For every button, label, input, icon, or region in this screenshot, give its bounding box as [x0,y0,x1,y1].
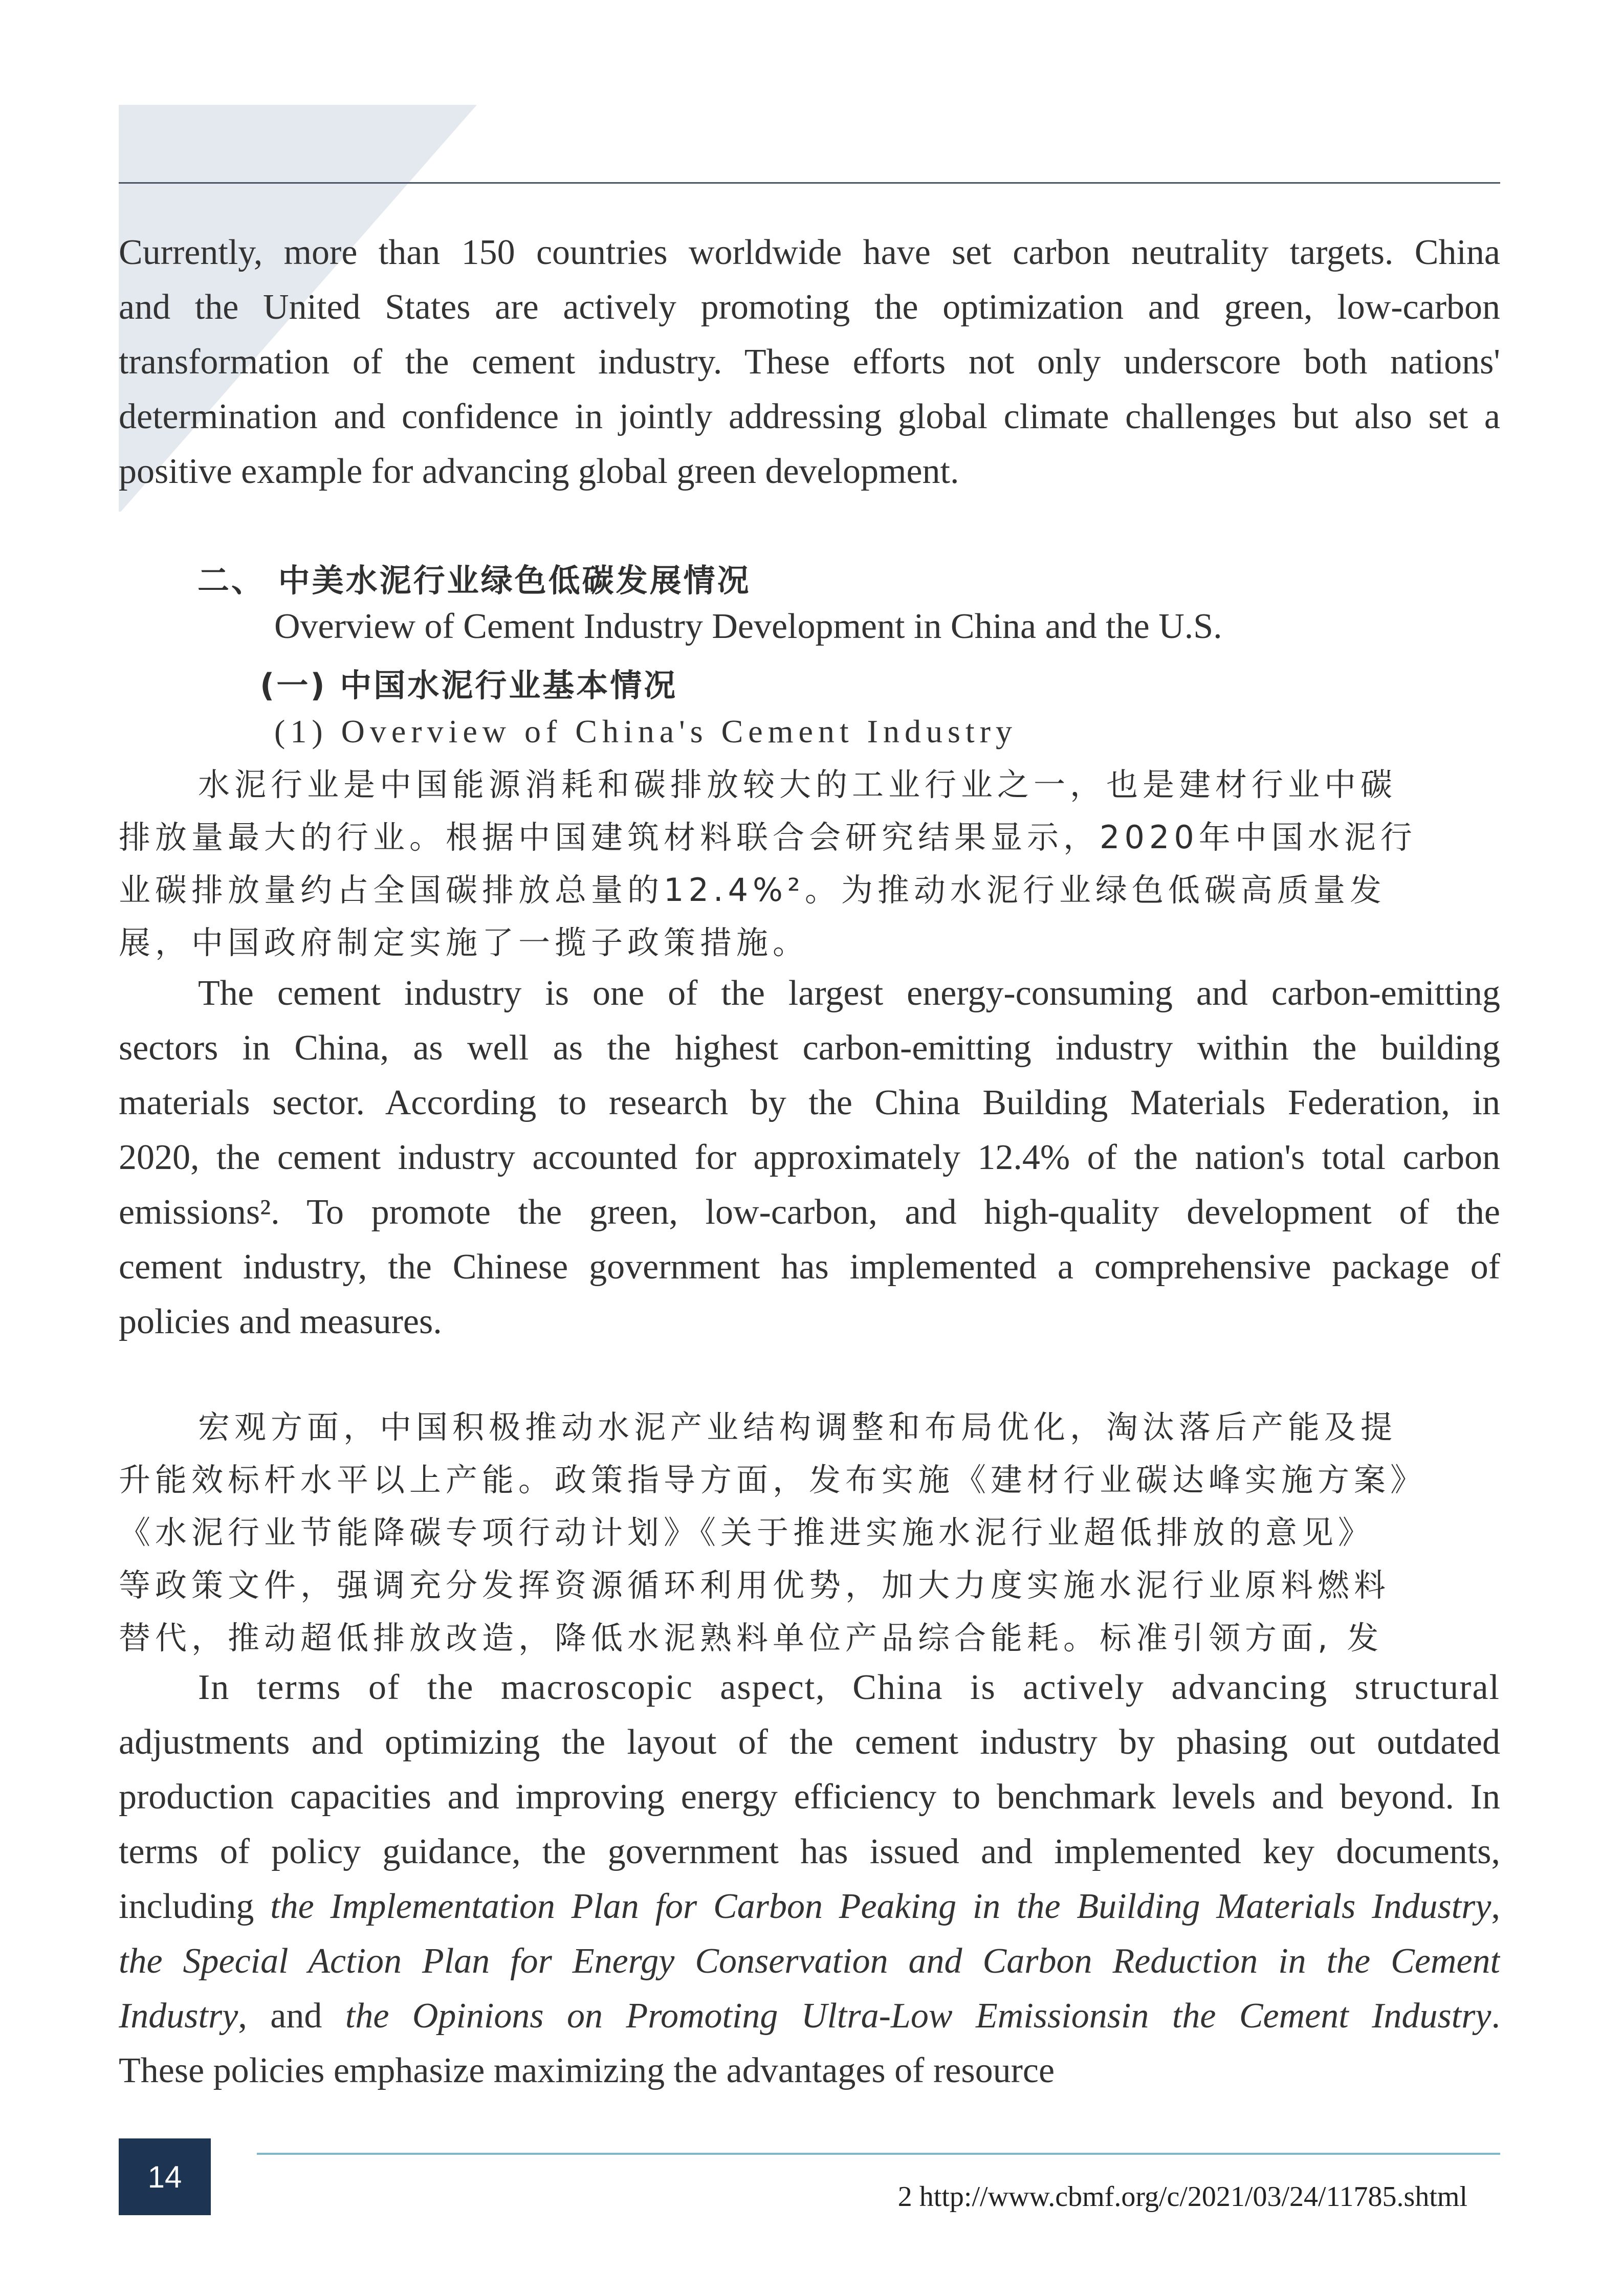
header-rule [119,182,1500,184]
text-line: 排放量最大的行业。根据中国建筑材料联合会研究结果显示，2020年中国水泥行 [119,819,1417,856]
text-line: sectors in China, as well as the highest carbon-emitting industry within the building [119,1028,1500,1068]
text-line: 水泥行业是中国能源消耗和碳排放较大的工业行业之一，也是建材行业中碳 [198,766,1397,803]
text-line: emissions². To promote the green, low-carbon, and high-quality development of the [119,1193,1500,1232]
text-line: and the United States are actively promoting the optimization and green, low-carbon [119,288,1500,327]
text-line: 2020, the cement industry accounted for approximately 12.4% of the nation's total carbon [119,1138,1500,1177]
text-line: materials sector. According to research by the China Building Materials Federation, in [119,1083,1500,1122]
section-title-zh: 二、 中美水泥行业绿色低碳发展情况 [197,562,751,599]
document-title: the Opinions on Promoting Ultra-Low Emissionsin the Cement Industry [345,1996,1491,2036]
text-line: In terms of the macroscopic aspect, China is actively advancing structural [198,1668,1500,1707]
text-segment: . [1491,1996,1500,2036]
paragraph-1-en [119,966,1500,1349]
text-line: adjustments and optimizing the layout of the cement industry by phasing out outdated [119,1723,1500,1762]
text-line: 宏观方面，中国积极推动水泥产业结构调整和布局优化，淘汰落后产能及提 [198,1408,1397,1446]
text-line: 《水泥行业节能降碳专项行动计划》《关于推进实施水泥行业超低排放的意见》 [119,1514,1375,1551]
text-segment: , and [238,1996,345,2036]
page-number: 14 [119,2138,211,2215]
text-line: These policies emphasize maximizing the advantages of resource [119,2051,1055,2090]
text-line: 升能效标杆水平以上产能。政策指导方面，发布实施《建材行业碳达峰实施方案》 [119,1461,1427,1498]
document-title: the Special Action Plan for Energy Conservation and Carbon Reduction in the Cement [119,1941,1500,1981]
intro-paragraph [119,225,1500,499]
subsection-title-en: (1) Overview of China's Cement Industry [274,713,1017,749]
subsection-title-zh: (一) 中国水泥行业基本情况 [260,667,678,704]
paragraph-2-en [119,1660,1500,2098]
section-title-en: Overview of Cement Industry Development in China and the U.S. [274,607,1222,646]
paragraph-2-zh [119,1401,1510,1664]
footer-rule [257,2153,1500,2155]
text-line: transformation of the cement industry. These efforts not only underscore both nations' [119,342,1500,382]
text-line: 展，中国政府制定实施了一揽子政策措施。 [119,924,809,961]
paragraph-1-zh [119,758,1510,969]
text-line: 等政策文件，强调充分发挥资源循环利用优势，加大力度实施水泥行业原料燃料 [119,1566,1391,1604]
text-segment: , [1491,1887,1500,1926]
document-title: the Implementation Plan for Carbon Peaking in the Building Materials Industry [270,1887,1491,1926]
footnote: 2 http://www.cbmf.org/c/2021/03/24/11785.shtml [897,2181,1467,2213]
text-segment: including [119,1887,271,1926]
document-title: Industry [119,1996,238,2036]
text-line: production capacities and improving energy efficiency to benchmark levels and beyond. In [119,1777,1500,1817]
text-line: 替代，推动超低排放改造，降低水泥熟料单位产品综合能耗。标准引领方面, 发 [119,1619,1384,1657]
text-line: Currently, more than 150 countries worldwide have set carbon neutrality targets. China [119,233,1500,272]
text-line: policies and measures. [119,1302,442,1341]
text-line: determination and confidence in jointly addressing global climate challenges but also set a [119,397,1500,436]
text-line: The cement industry is one of the largest energy-consuming and carbon-emitting [198,974,1500,1013]
text-line: positive example for advancing global green development. [119,452,959,491]
text-line: cement industry, the Chinese government has implemented a comprehensive package of [119,1247,1500,1287]
text-line: 业碳排放量约占全国碳排放总量的12.4%²。为推动水泥行业绿色低碳高质量发 [119,871,1386,909]
text-line: terms of policy guidance, the government has issued and implemented key documents, [119,1832,1500,1871]
